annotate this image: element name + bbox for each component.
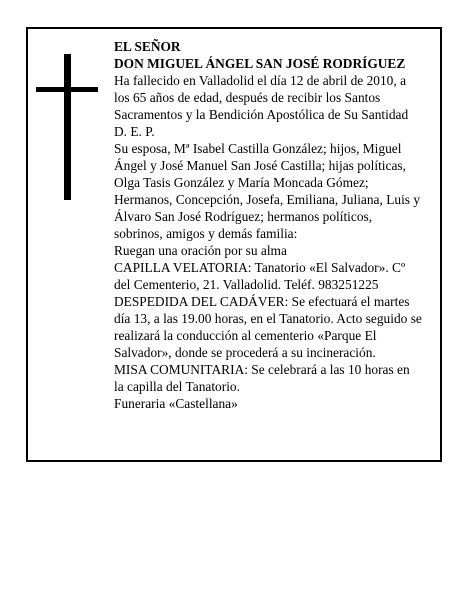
deceased-name: DON MIGUEL ÁNGEL SAN JOSÉ RODRÍGUEZ [114,56,406,71]
mass-info: MISA COMUNITARIA: Se celebrará a las 10 horas en la capilla del Tanatorio. [114,362,410,394]
death-announcement: Ha fallecido en Valladolid el día 12 de abril de 2010, a los 65 años de edad, después de recibir los Santos Sacramentos y la Bendición Apostólica de Su Santidad D. E. P. [114,73,409,139]
farewell-info: DESPEDIDA DEL CADÁVER: Se efectuará el martes día 13, a las 19.00 horas, en el Tanatorio. Acto seguido se realizará la conducción al cementerio «Parque El Salvador», donde se procederá a su incineración. [114,294,422,360]
notice-title: EL SEÑOR [114,39,181,54]
family-list: Su esposa, Mª Isabel Castilla González; hijos, Miguel Ángel y José Manuel San José Castilla; hijas políticas, Olga Tasis González y María Moncada Gómez; Hermanos, Concepción, Josefa, Emiliana, Juliana, Luis y Álvaro San José Rodríguez; hermanos políticos, sobrinos, amigos y demás familia: [114,141,421,241]
chapel-info: CAPILLA VELATORIA: Tanatorio «El Salvador». Cº del Cementerio, 21. Valladolid. Teléf. 983251225 [114,260,406,292]
prayer-request: Ruegan una oración por su alma [114,243,287,258]
cross-icon [36,54,98,200]
funeral-home: Funeraria «Castellana» [114,396,238,411]
notice-body [114,38,422,412]
